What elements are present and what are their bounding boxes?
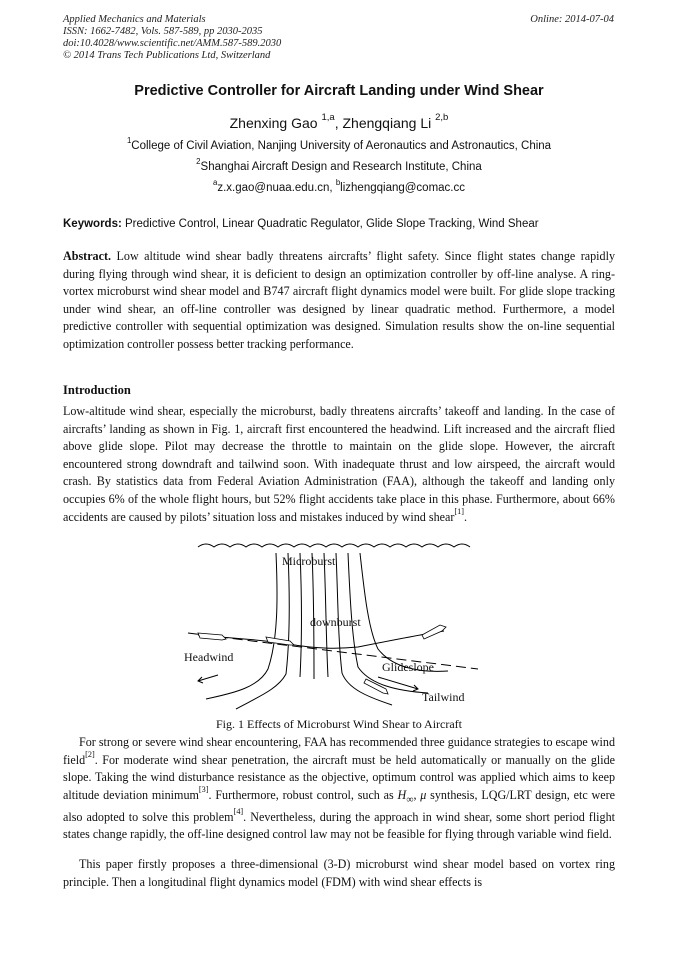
citation-ref: [4]	[233, 807, 244, 817]
doi-line: doi:10.4028/www.scientific.net/AMM.587-589.2030	[63, 38, 282, 49]
email-b-sup: b	[335, 177, 341, 187]
abstract	[63, 248, 615, 354]
email-b: lizhengqiang@comac.cc	[340, 182, 465, 194]
affiliation-2-text: Shanghai Aircraft Design and Research Institute, China	[200, 161, 482, 173]
flight-path-line	[198, 631, 444, 648]
citation-ref: [3]	[198, 785, 209, 795]
intro-p2-text-e: . Nevertheless, during the approach in wind shear, some short period flight states change rapidly, the off-line designed control law may not be feasible for flying through variable wind field.	[63, 809, 616, 842]
email-a-sup: a	[213, 177, 218, 187]
intro-paragraph-3: This paper firstly proposes a three-dimensional (3-D) microburst wind shear model based on vortex ring principle. Then a longitudinal flight dynamics model (FDM) with wind shear effects is	[63, 857, 615, 889]
label-glideslope: Glideslope	[382, 660, 434, 674]
author-1: Zhenxing Gao	[229, 115, 318, 131]
downdraft-line	[236, 553, 289, 709]
tailwind-arrow	[378, 677, 418, 689]
citation-ref: [1]	[454, 506, 464, 516]
intro-p2-text-d: synthesis, LQG/LRT design, etc were also adopted to solve this problem	[63, 787, 616, 824]
label-headwind: Headwind	[184, 650, 234, 664]
microburst-figure	[178, 539, 498, 717]
cloud-outline	[198, 544, 470, 547]
email-line	[0, 177, 678, 194]
downdraft-line	[360, 553, 448, 671]
author-2: Zhengqiang Li	[342, 115, 432, 131]
label-microburst: Microburst	[282, 554, 336, 568]
affiliation-1-sup: 1	[126, 135, 132, 145]
mu-symbol: μ	[420, 787, 427, 802]
label-downburst: downburst	[310, 615, 361, 629]
intro-paragraph-2	[63, 734, 615, 844]
author-1-sup: 1,a	[321, 112, 335, 124]
intro-p2-text-b: . For moderate wind shear penetration, the aircraft must be held automatically or manually on the glide slope. Taking the wind disturbance resistance as the objective, optimum control was applied which aims to keep altitude deviation minimum	[63, 752, 615, 802]
intro-p2-comma: ,	[413, 787, 421, 802]
label-tailwind: Tailwind	[422, 690, 465, 704]
intro-paragraph-1	[63, 403, 615, 526]
downdraft-line	[300, 553, 302, 677]
affiliation-2	[0, 156, 678, 173]
aircraft-icon	[422, 625, 446, 639]
intro-p2-text-c: . Furthermore, robust control, such as	[208, 787, 398, 802]
issn-line: ISSN: 1662-7482, Vols. 587-589, pp 2030-2035	[63, 26, 263, 37]
figure-caption: Fig. 1 Effects of Microburst Wind Shear to Aircraft	[215, 717, 463, 731]
downdraft-line	[206, 553, 277, 699]
copyright-line: © 2014 Trans Tech Publications Ltd, Switzerland	[63, 50, 271, 61]
intro-p1-end: .	[463, 509, 468, 524]
affiliation-1-text: College of Civil Aviation, Nanjing University of Aeronautics and Astronautics, China	[131, 140, 552, 152]
aircraft-icon	[266, 637, 294, 645]
affiliation-1	[0, 135, 678, 152]
email-a: z.x.gao@nuaa.edu.cn,	[217, 182, 336, 194]
keywords-label: Keywords:	[63, 218, 122, 230]
aircraft-icon	[198, 633, 226, 640]
section-heading-introduction: Introduction	[63, 383, 131, 397]
author-line	[0, 112, 678, 131]
author-separator: ,	[334, 115, 343, 131]
h-infinity-symbol: H	[397, 787, 407, 802]
citation-ref: [2]	[85, 749, 95, 759]
abstract-text: Low altitude wind shear badly threatens aircrafts’ flight safety. Since flight states change rapidly during flying through wind shear, it is deficient to design an optimization controller by off-line analyse. A ring-vortex microburst wind shear model and B747 aircraft flight dynamics model were built. For glide slope tracking under wind shear, an off-line controller was designed by linear quadratic method. Furthermore, a model predictive controller with sequential optimization was designed. Simulation results show the on-line sequential optimization controller possess better tracking performance.	[63, 249, 615, 351]
journal-name: Applied Mechanics and Materials	[63, 14, 206, 25]
affiliation-2-sup: 2	[196, 156, 201, 166]
author-2-sup: 2,b	[435, 112, 449, 124]
abstract-label: Abstract.	[63, 249, 112, 263]
intro-p1-text: Low-altitude wind shear, especially the microburst, badly threatens aircrafts’ takeoff and landing. In the case of aircrafts’ landing as shown in Fig. 1, aircraft first encountered the headwind. Lift increased and the aircraft flied above glide slope. Pilot may decrease the throttle to maintain on the glide slope. However, the aircraft encountered strong downdraft and tailwind soon. With inadequate thrust and low airspeed, the aircraft would crash. By statistics data from Federal Aviation Administration (FAA), although the takeoff and landing only occupies 6% of the whole flight hours, but 52% flight accidents take place in this phase. Furthermore, about 66% accidents are caused by pilots’ situation loss and mistakes induced by wind shear	[63, 404, 615, 524]
h-infinity-subscript: ∞	[406, 794, 414, 806]
intro-p2-text-a: For strong or severe wind shear encountering, FAA has recommended three guidance strategies to escape wind field	[63, 735, 615, 767]
online-date: Online: 2014-07-04	[530, 14, 614, 25]
journal-header	[63, 14, 281, 62]
keywords-text: Predictive Control, Linear Quadratic Regulator, Glide Slope Tracking, Wind Shear	[121, 218, 539, 230]
keywords	[63, 218, 615, 230]
paper-title: Predictive Controller for Aircraft Landing under Wind Shear	[134, 83, 544, 99]
